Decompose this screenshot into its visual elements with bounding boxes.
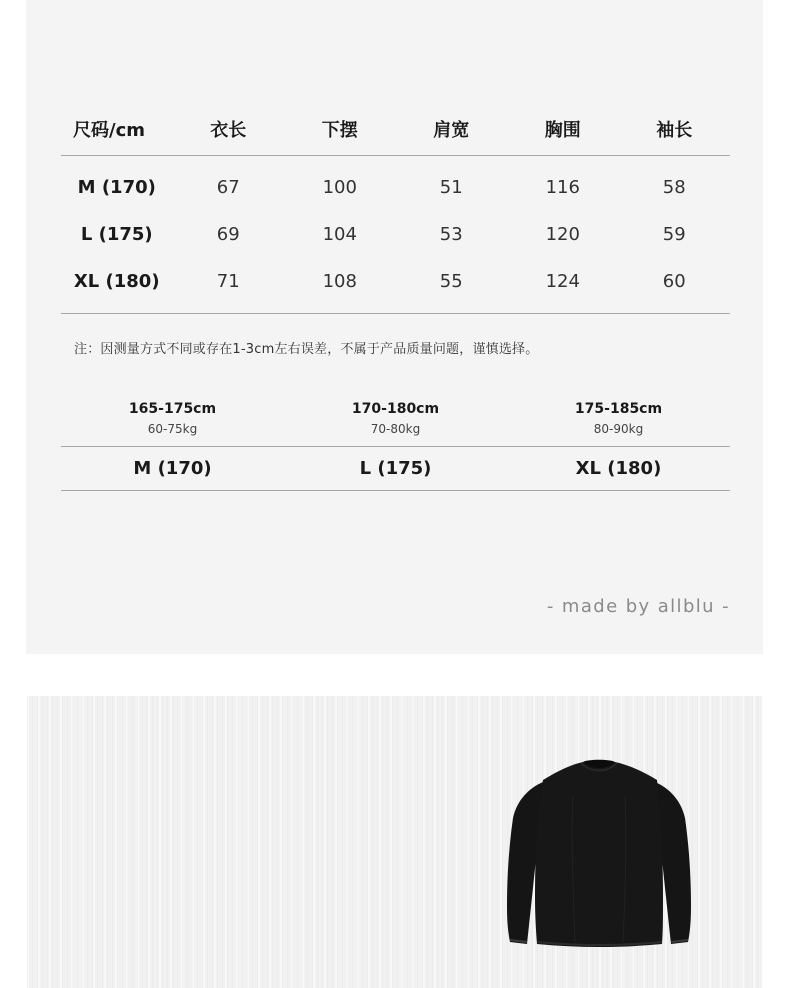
recommendation-size: L (175) [359, 458, 432, 479]
measurement-note: 注：因测量方式不同或存在1-3cm左右误差，不属于产品质量问题，谨慎选择。 [74, 342, 539, 357]
recommendation-weight: 60-75kg [147, 422, 198, 436]
table-cell-size: M (170) [77, 177, 156, 198]
recommendation-height: 165-175cm [128, 401, 217, 417]
table-cell: 60 [619, 258, 731, 314]
table-row [61, 211, 730, 258]
table-cell: 69 [216, 224, 240, 245]
recommendation-size-row [61, 447, 730, 491]
table-cell: 120 [545, 224, 580, 245]
black-long-sleeve-sweater-icon [503, 756, 695, 952]
table-row [61, 156, 730, 212]
table-cell-size: XL (180) [61, 258, 173, 314]
recommendation-item [284, 396, 507, 446]
recommendation-body-row [61, 396, 730, 447]
table-cell-size: L (175) [80, 224, 153, 245]
table-cell: 116 [545, 177, 580, 198]
recommendation-item [507, 396, 730, 446]
table-cell: 58 [662, 177, 686, 198]
header-sleeve: 袖长 [619, 102, 731, 156]
size-recommendation [61, 396, 730, 491]
table-row [61, 258, 730, 314]
table-cell: 124 [507, 258, 619, 314]
header-shoulder: 肩宽 [396, 102, 508, 156]
table-cell: 59 [662, 224, 686, 245]
table-cell: 104 [322, 224, 357, 245]
header-hem: 下摆 [284, 102, 396, 156]
recommendation-size: M (170) [133, 458, 212, 479]
table-cell: 67 [216, 177, 240, 198]
recommendation-item [61, 396, 284, 446]
table-cell: 71 [173, 258, 285, 314]
table-cell: 51 [439, 177, 463, 198]
header-chest: 胸围 [507, 102, 619, 156]
recommendation-height: 175-185cm [574, 401, 663, 417]
recommendation-weight: 70-80kg [370, 422, 421, 436]
table-cell: 53 [439, 224, 463, 245]
header-size: 尺码/cm [61, 102, 173, 156]
recommendation-size: XL (180) [575, 458, 662, 479]
size-chart-panel [26, 0, 763, 654]
size-table [61, 102, 730, 314]
recommendation-weight: 80-90kg [593, 422, 644, 436]
table-cell: 108 [284, 258, 396, 314]
header-length: 衣长 [173, 102, 285, 156]
table-cell: 100 [322, 177, 357, 198]
recommendation-height: 170-180cm [351, 401, 440, 417]
size-table-header-row [61, 102, 730, 156]
product-photo-panel [27, 696, 762, 988]
signature: - made by allblu - [546, 596, 730, 617]
table-cell: 55 [396, 258, 508, 314]
